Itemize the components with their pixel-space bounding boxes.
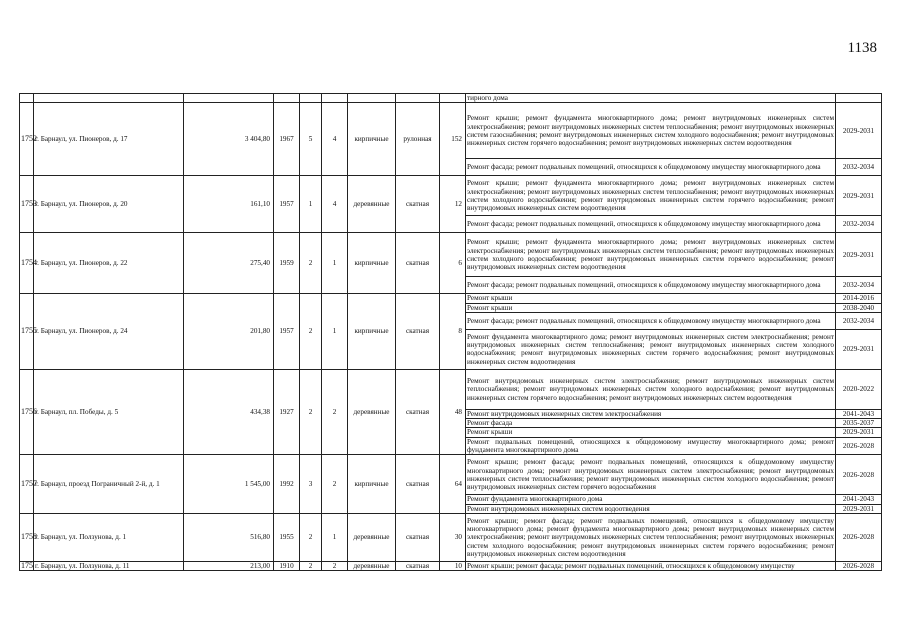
cell-entrances: [322, 94, 348, 103]
cell-work: Ремонт внутридомовых инженерных систем электроснабжения: [466, 409, 836, 418]
cell-residents: 12: [440, 176, 466, 233]
cell-work: Ремонт крыши; ремонт фундамента многоквартирного дома; ремонт внутридомовых инженерных систем электроснабжения; ремонт внутридомовых инженерных систем теплоснабжения; ремонт внутридомовых инженерных систем газоснабжения; ремонт внутридомовых инженерных систем холодного водоснабжения; ремонт внутридомовых инженерных систем горячего водоснабжения; ремонт внутридомовых инженерных систем водоотведения: [466, 103, 836, 159]
cell-roof: рулонная: [396, 103, 440, 176]
cell-roof: скатная: [396, 176, 440, 233]
cell-work: Ремонт крыши; ремонт фасада; ремонт подвальных помещений, относящихся к общедомовому имуществу: [466, 561, 836, 570]
cell-num: 175: [21, 560, 33, 570]
cell-entrances: 1: [322, 233, 348, 294]
cell-walls: деревянные: [348, 369, 396, 454]
cell-area: 516,80: [184, 513, 274, 561]
table-row: [20, 176, 882, 216]
cell-entrances: 4: [322, 176, 348, 233]
cell-walls: кирпичные: [348, 294, 396, 370]
cell-period: 2026-2028: [836, 437, 882, 455]
cell-num: 1754: [20, 233, 34, 294]
cell-floors: 2: [300, 233, 322, 294]
cell-roof: скатная: [396, 233, 440, 294]
cell-work: Ремонт фасада; ремонт подвальных помещений, относящихся к общедомовому имуществу многоквартирного дома: [466, 216, 836, 233]
cell-year: 1967: [274, 103, 300, 176]
cell-roof: скатная: [396, 294, 440, 370]
cell-address: г. Барнаул, ул. Пионеров, д. 22: [34, 233, 184, 294]
cell-work: Ремонт крыши; ремонт фасада; ремонт подвальных помещений, относящихся к общедомовому имуществу многоквартирного дома; ремонт внутридомовых инженерных систем электроснабжения; ремонт внутридомовых инженерных систем теплоснабжения; ремонт внутридомовых инженерных систем холодного водоснабжения; ремонт внутридомовых инженерных систем горячего водоснабжения: [466, 455, 836, 495]
cell-period: 2029-2031: [836, 233, 882, 277]
cell-floors: [300, 94, 322, 103]
cell-area: 161,10: [184, 176, 274, 233]
table-row: [20, 513, 882, 561]
cell-work: Ремонт внутридомовых инженерных систем водоотведения: [466, 504, 836, 513]
cell-year: 1957: [274, 294, 300, 370]
cell-walls: деревянные: [348, 561, 396, 570]
cell-entrances: 1: [322, 513, 348, 561]
cell-work: Ремонт фасада; ремонт подвальных помещений, относящихся к общедомовому имуществу многоквартирного дома: [466, 312, 836, 329]
cell-address: г. Барнаул, ул. Пионеров, д. 17: [34, 103, 184, 176]
cell-work: Ремонт крыши; ремонт фасада; ремонт подвальных помещений, относящихся к общедомовому имуществу многоквартирного дома; ремонт фундамента многоквартирного дома; ремонт внутридомовых инженерных систем электроснабжения; ремонт внутридомовых инженерных систем теплоснабжения; ремонт внутридомовых инженерных систем холодного водоснабжения; ремонт внутридомовых инженерных систем горячего водоснабжения; ремонт внутридомовых инженерных систем водоотведения: [466, 513, 836, 561]
cell-period: 2032-2034: [836, 159, 882, 176]
cell-roof: скатная: [396, 513, 440, 561]
cell-num: [20, 94, 34, 103]
continuation-row: [20, 94, 882, 103]
cell-residents: 152: [440, 103, 466, 176]
cell-period: 2032-2034: [836, 312, 882, 329]
cell-area: [184, 94, 274, 103]
table-row: [20, 369, 882, 409]
cell-period: 2026-2028: [836, 561, 882, 570]
cell-period: 2032-2034: [836, 216, 882, 233]
cell-period: 2026-2028: [836, 513, 882, 561]
cell-entrances: 1: [322, 294, 348, 370]
cell-residents: 64: [440, 455, 466, 514]
cell-period: 2029-2031: [836, 504, 882, 513]
cell-area: 1 545,00: [184, 455, 274, 514]
cell-address: г. Барнаул, ул. Ползунова, д. 1: [34, 513, 184, 561]
cell-period: [836, 94, 882, 103]
cell-floors: 2: [300, 561, 322, 570]
cell-walls: деревянные: [348, 513, 396, 561]
cell-roof: скатная: [396, 561, 440, 570]
cell-floors: 1: [300, 176, 322, 233]
cell-work: тирного дома: [466, 94, 836, 103]
cell-year: 1910: [274, 561, 300, 570]
cell-work: Ремонт крыши: [466, 303, 836, 312]
cell-walls: кирпичные: [348, 455, 396, 514]
cell-year: 1955: [274, 513, 300, 561]
cell-address: г. Барнаул, ул. Пионеров, д. 24: [34, 294, 184, 370]
cell-period: 2020-2022: [836, 369, 882, 409]
cell-period: 2041-2043: [836, 495, 882, 504]
cell-address: г. Барнаул, ул. Пионеров, д. 20: [34, 176, 184, 233]
cell-address: г. Барнаул, проезд Пограничный 2-й, д. 1: [34, 455, 184, 514]
cell-num: 1756: [20, 369, 34, 454]
cell-work: Ремонт крыши: [466, 428, 836, 437]
cell-roof: [396, 94, 440, 103]
cell-residents: 8: [440, 294, 466, 370]
cell-year: 1959: [274, 233, 300, 294]
cell-work: Ремонт фасада: [466, 419, 836, 428]
cell-area: 3 404,80: [184, 103, 274, 176]
cell-area: 213,00: [184, 561, 274, 570]
housing-repair-table: [19, 93, 882, 571]
cell-residents: 48: [440, 369, 466, 454]
cell-period: 2029-2031: [836, 428, 882, 437]
cell-work: Ремонт крыши; ремонт фундамента многоквартирного дома; ремонт внутридомовых инженерных систем электроснабжения; ремонт внутридомовых инженерных систем теплоснабжения; ремонт внутридомовых инженерных систем холодного водоснабжения; ремонт внутридомовых инженерных систем горячего водоснабжения; ремонт внутридомовых инженерных систем водоотведения: [466, 176, 836, 216]
page-number: 1138: [847, 40, 877, 56]
cell-period: 2029-2031: [836, 103, 882, 159]
cell-year: [274, 94, 300, 103]
cell-entrances: 2: [322, 455, 348, 514]
table-row: [20, 455, 882, 495]
cell-walls: [348, 94, 396, 103]
cell-year: 1927: [274, 369, 300, 454]
cell-work: Ремонт фундамента многоквартирного дома: [466, 495, 836, 504]
cell-work: Ремонт крыши; ремонт фундамента многоквартирного дома; ремонт внутридомовых инженерных систем электроснабжения; ремонт внутридомовых инженерных систем теплоснабжения; ремонт внутридомовых инженерных систем холодного водоснабжения; ремонт внутридомовых инженерных систем горячего водоснабжения; ремонт внутридомовых инженерных систем водоотведения: [466, 233, 836, 277]
cell-residents: 6: [440, 233, 466, 294]
cell-residents: 10: [440, 561, 466, 570]
cell-num: 1752: [20, 103, 34, 176]
cell-address: г. Барнаул, ул. Ползунова, д. 11: [34, 561, 184, 570]
cell-floors: 2: [300, 513, 322, 561]
cell-work: Ремонт фасада; ремонт подвальных помещений, относящихся к общедомовому имуществу многоквартирного дома: [466, 277, 836, 294]
cell-work: Ремонт внутридомовых инженерных систем электроснабжения; ремонт внутридомовых инженерных систем теплоснабжения; ремонт внутридомовых инженерных систем холодного водоснабжения; ремонт внутридомовых инженерных систем горячего водоснабжения; ремонт внутридомовых инженерных систем водоотведения: [466, 369, 836, 409]
cell-floors: 2: [300, 294, 322, 370]
cell-work: Ремонт подвальных помещений, относящихся к общедомовому имуществу многоквартирного дома; ремонт фундамента многоквартирного дома: [467, 437, 834, 455]
cell-area: 201,80: [184, 294, 274, 370]
cell-year: 1957: [274, 176, 300, 233]
cell-floors: 3: [300, 455, 322, 514]
cell-residents: 30: [440, 513, 466, 561]
cell-residents: [440, 94, 466, 103]
cell-walls: кирпичные: [348, 233, 396, 294]
cell-period: 2035-2037: [836, 419, 882, 428]
table-row: [20, 233, 882, 277]
cell-entrances: 4: [322, 103, 348, 176]
cell-num: 1755: [20, 294, 34, 370]
cell-roof: скатная: [396, 455, 440, 514]
cell-work: Ремонт крыши: [466, 294, 836, 303]
cell-year: 1992: [274, 455, 300, 514]
cell-period: 2038-2040: [836, 303, 882, 312]
table-row: [20, 294, 882, 303]
cell-work: Ремонт фундамента многоквартирного дома; ремонт внутридомовых инженерных систем электроснабжения; ремонт внутридомовых инженерных систем теплоснабжения; ремонт внутридомовых инженерных систем холодного водоснабжения; ремонт внутридомовых инженерных систем горячего водоснабжения; ремонт внутридомовых инженерных систем водоотведения: [466, 329, 836, 369]
cell-floors: 5: [300, 103, 322, 176]
cell-walls: деревянные: [348, 176, 396, 233]
cell-num: 1758: [20, 513, 34, 561]
table-body: [20, 94, 882, 571]
cell-period: 2029-2031: [836, 329, 882, 369]
cell-period: 2026-2028: [836, 455, 882, 495]
table-row: [20, 103, 882, 159]
cell-roof: скатная: [396, 369, 440, 454]
cell-num: 1753: [20, 176, 34, 233]
cell-walls: кирпичные: [348, 103, 396, 176]
cell-entrances: 2: [322, 369, 348, 454]
cell-period: 2014-2016: [836, 294, 882, 303]
table-row: [20, 561, 882, 570]
cell-address: [34, 94, 184, 103]
cell-area: 275,40: [184, 233, 274, 294]
cell-period: 2041-2043: [836, 409, 882, 418]
cell-num: 1757: [20, 455, 34, 514]
cell-period: 2032-2034: [836, 277, 882, 294]
cell-address: г. Барнаул, пл. Победы, д. 5: [34, 369, 184, 454]
cell-work: Ремонт фасада; ремонт подвальных помещений, относящихся к общедомовому имуществу многоквартирного дома: [466, 159, 836, 176]
cell-area: 434,38: [184, 369, 274, 454]
cell-period: 2029-2031: [836, 176, 882, 216]
cell-floors: 2: [300, 369, 322, 454]
cell-entrances: 2: [322, 561, 348, 570]
